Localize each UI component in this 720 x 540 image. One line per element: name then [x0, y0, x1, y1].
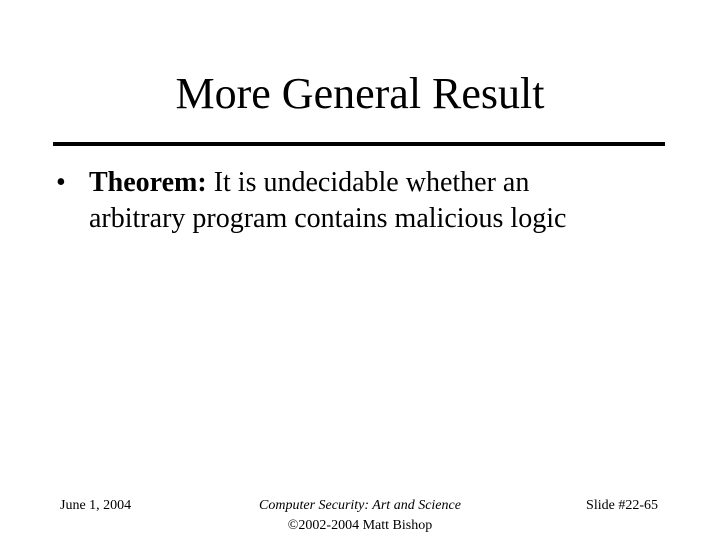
title-divider: [53, 142, 665, 146]
bullet-line-1: It is undecidable whether an: [206, 167, 530, 198]
bullet-text: [56, 165, 676, 237]
bullet-item: [56, 165, 676, 237]
footer-course-title: Computer Security: Art and Science: [259, 498, 461, 513]
slide-title: More General Result: [175, 69, 545, 118]
theorem-label: Theorem:: [89, 167, 207, 198]
footer-slide-number: Slide #22-65: [586, 498, 658, 513]
bullet-marker: •: [56, 167, 66, 198]
footer-date: June 1, 2004: [60, 498, 132, 513]
footer-copyright: ©2002-2004 Matt Bishop: [287, 518, 433, 533]
bullet-line-2: arbitrary program contains malicious logic: [89, 203, 567, 234]
